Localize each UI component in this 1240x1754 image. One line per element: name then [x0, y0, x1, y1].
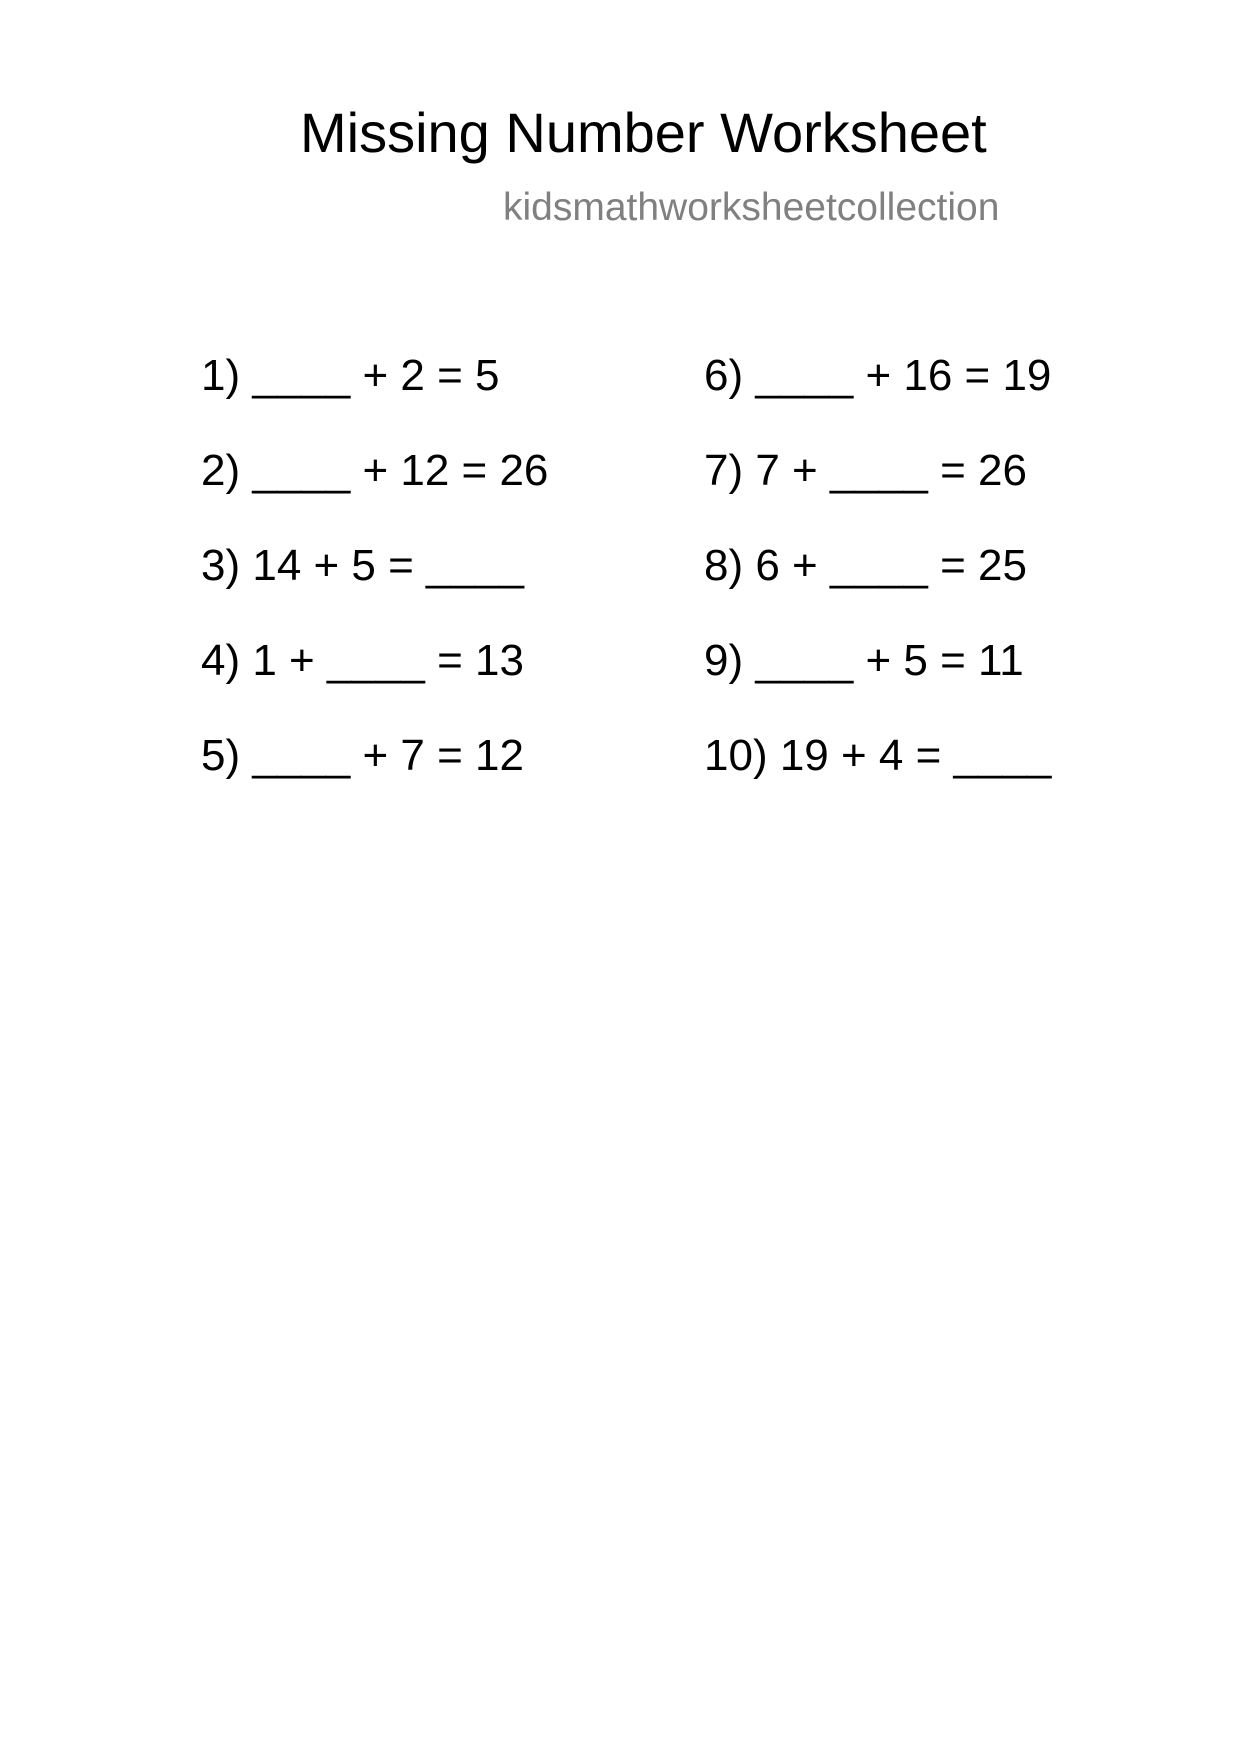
problem-2: 2) ____ + 12 = 26: [201, 446, 549, 495]
problem-3: 3) 14 + 5 = ____: [201, 541, 524, 590]
problem-6: 6) ____ + 16 = 19: [704, 351, 1052, 400]
worksheet-source: kidsmathworksheetcollection: [503, 186, 1000, 229]
problem-5: 5) ____ + 7 = 12: [201, 731, 524, 780]
problem-10: 10) 19 + 4 = ____: [704, 731, 1052, 780]
problem-4: 4) 1 + ____ = 13: [201, 636, 524, 685]
problem-8: 8) 6 + ____ = 25: [704, 541, 1027, 590]
problem-9: 9) ____ + 5 = 11: [704, 636, 1024, 685]
problem-1: 1) ____ + 2 = 5: [201, 351, 500, 400]
worksheet-title: Missing Number Worksheet: [300, 101, 987, 164]
problem-7: 7) 7 + ____ = 26: [704, 446, 1027, 495]
